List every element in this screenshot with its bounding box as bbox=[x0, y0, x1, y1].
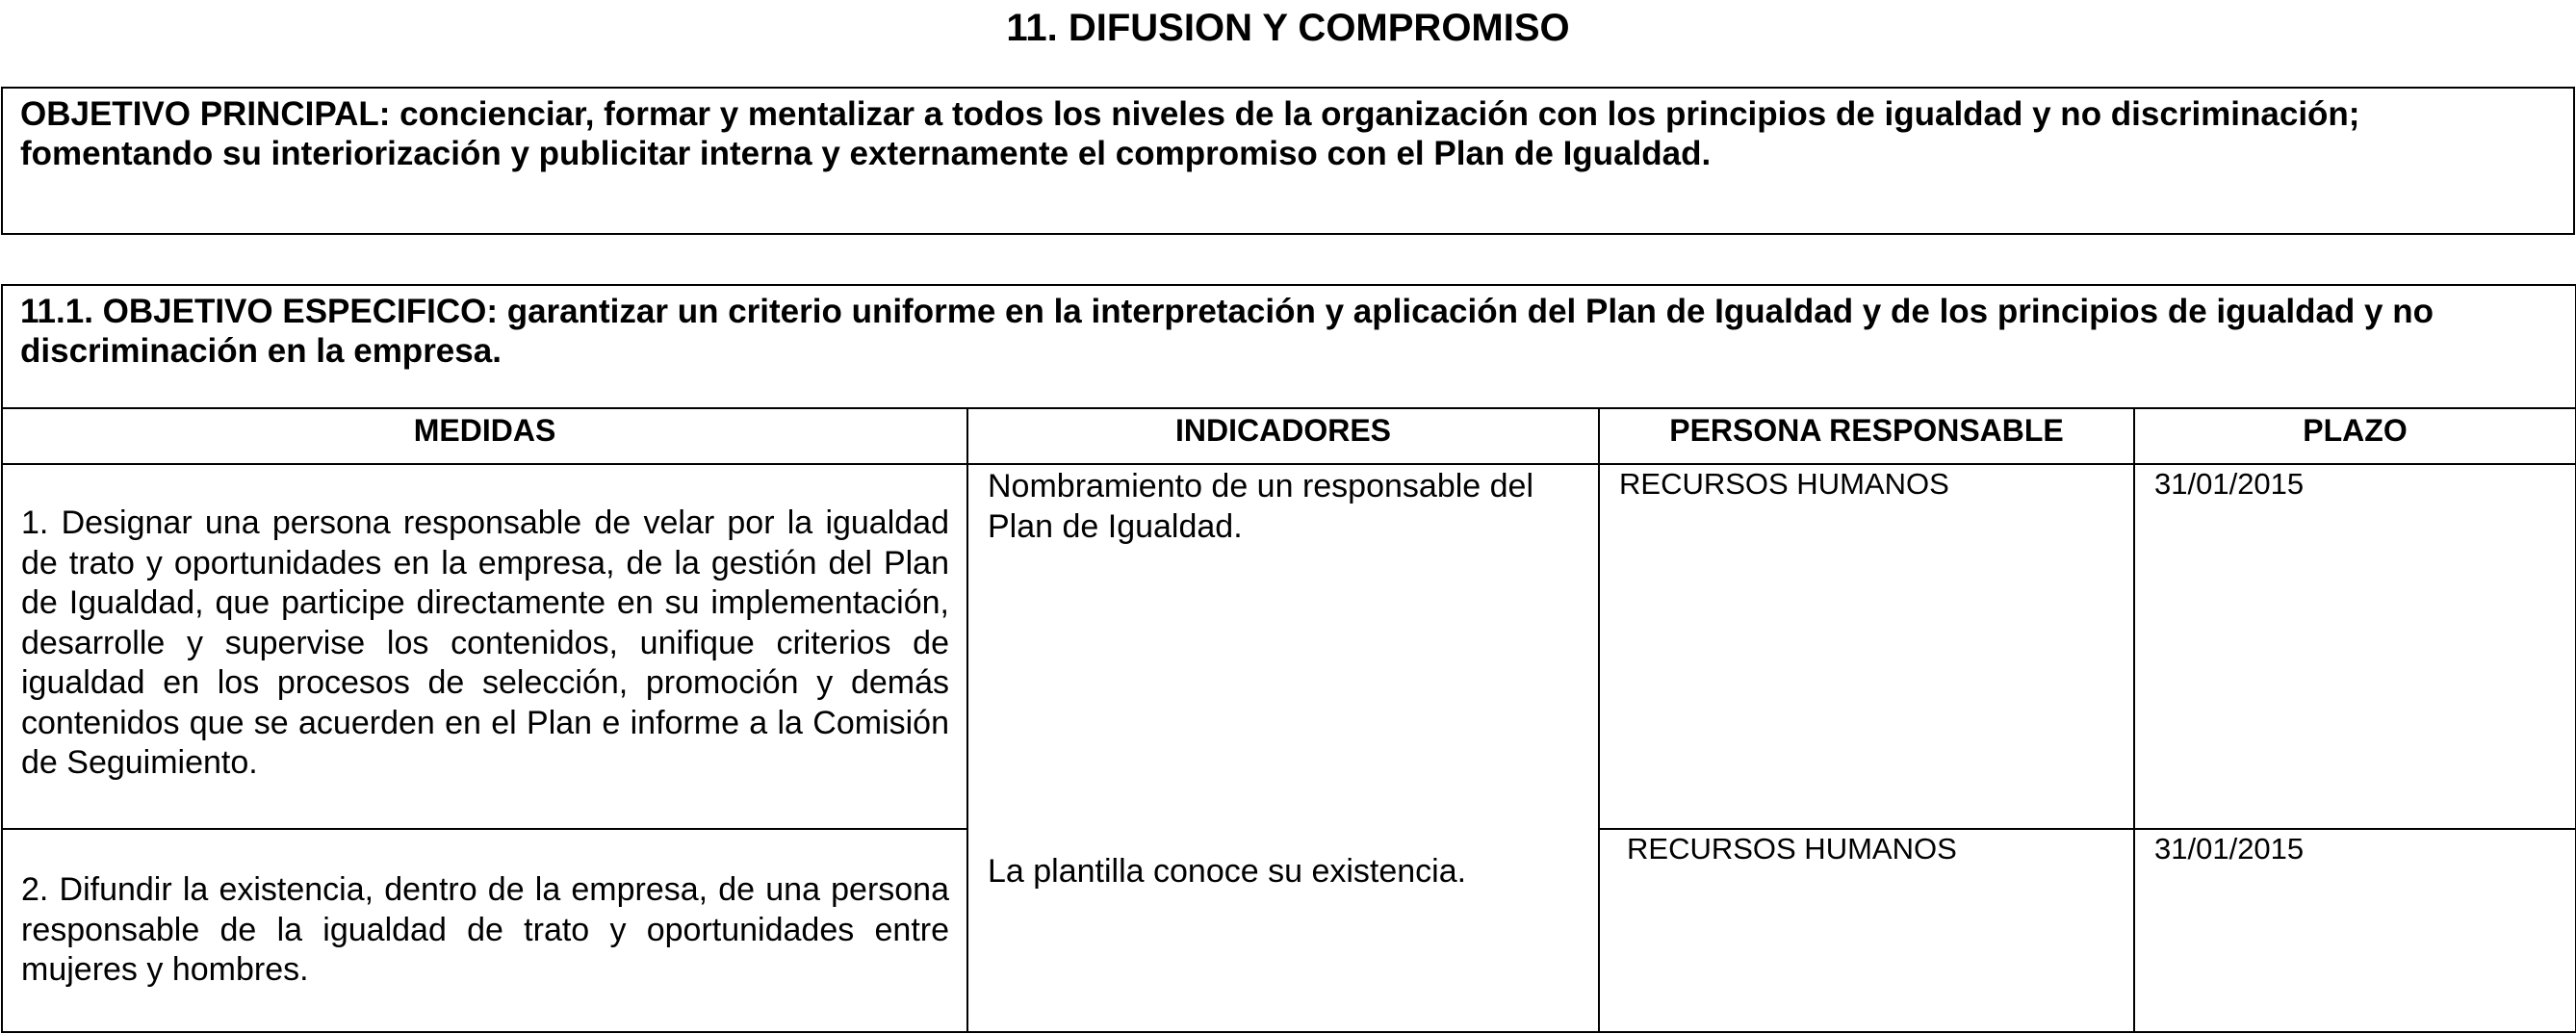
medida-cell bbox=[2, 464, 967, 829]
responsable-cell: RECURSOS HUMANOS bbox=[1599, 464, 2134, 829]
header-medidas: MEDIDAS bbox=[2, 408, 967, 464]
plazo-cell: 31/01/2015 bbox=[2134, 829, 2576, 1032]
page-title: 11. DIFUSION Y COMPROMISO bbox=[1006, 7, 1570, 49]
medida-text: 1. Designar una persona responsable de velar por la igualdad de trato y oportunidades en la empresa, de la gestión del Plan de Igualdad, que participe directamente en su implementación, desarrolle y supervise los contenidos, unifique criterios de igualdad en los procesos de selección, promoción y demás contenidos que se acuerden en el Plan e informe a la Comisión de Seguimiento. bbox=[21, 504, 949, 781]
indicador-text: La plantilla conoce su existencia. bbox=[988, 853, 1467, 890]
plazo-cell: 31/01/2015 bbox=[2134, 464, 2576, 829]
responsable-cell: RECURSOS HUMANOS bbox=[1599, 829, 2134, 1032]
header-indicadores: INDICADORES bbox=[967, 408, 1599, 464]
medida-text: 2. Difundir la existencia, dentro de la empresa, de una persona responsable de la igualdad de trato y oportunidades entre mujeres y hombres. bbox=[21, 871, 949, 988]
indicador-text: Nombramiento de un responsable del Plan de Igualdad. bbox=[988, 468, 1534, 545]
table-row bbox=[2, 464, 2576, 829]
medida-cell bbox=[2, 829, 967, 1032]
medidas-table bbox=[1, 284, 2576, 1033]
objetivo-especifico bbox=[2, 285, 2576, 408]
indicadores-cell bbox=[967, 464, 1599, 1032]
objetivo-principal-text: OBJETIVO PRINCIPAL: concienciar, formar y mentalizar a todos los niveles de la organización con los principios de igualdad y no discriminación; fomentando su interiorización y publicitar interna y externamente el compromiso con el Plan de Igualdad. bbox=[20, 95, 2360, 172]
header-persona-responsable: PERSONA RESPONSABLE bbox=[1599, 408, 2134, 464]
objetivo-principal-box bbox=[1, 87, 2575, 235]
header-plazo: PLAZO bbox=[2134, 408, 2576, 464]
objetivo-especifico-text: 11.1. OBJETIVO ESPECIFICO: garantizar un criterio uniforme en la interpretación y aplicación del Plan de Igualdad y de los principios de igualdad y no discriminación en la empresa. bbox=[20, 293, 2434, 370]
